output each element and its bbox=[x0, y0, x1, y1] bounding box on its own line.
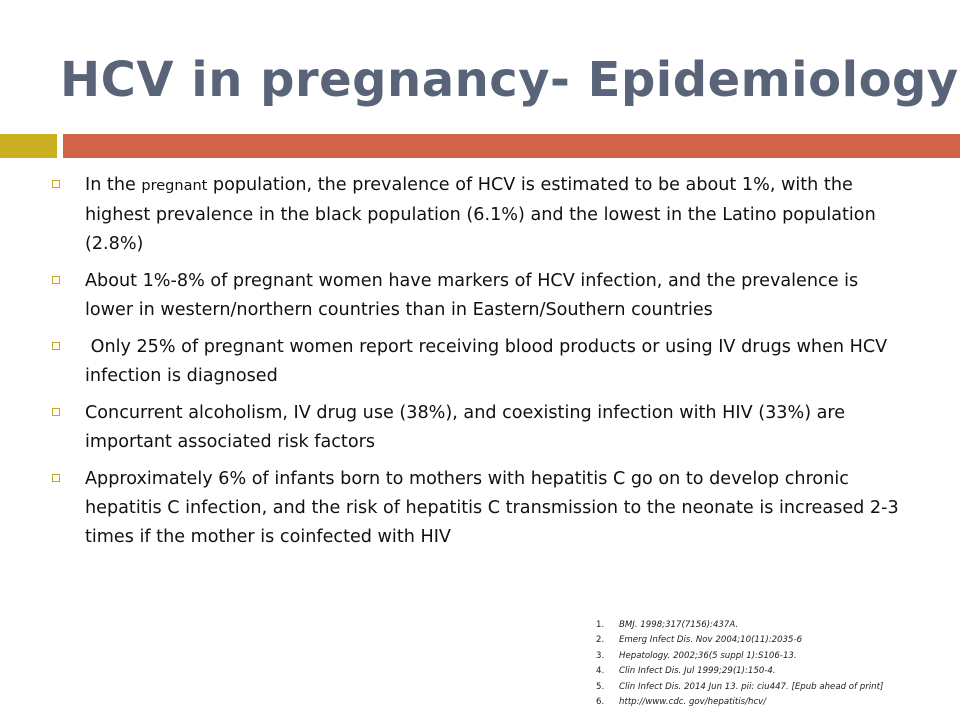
slide-title: HCV in pregnancy- Epidemiology bbox=[60, 52, 959, 108]
reference-item bbox=[596, 664, 956, 679]
reference-text: Hepatology. 2002;36(5 suppl 1):S106-13. bbox=[619, 650, 797, 661]
bullet-item bbox=[52, 171, 902, 259]
reference-number: 1. bbox=[596, 620, 605, 630]
bullet-text-prefix: In the bbox=[85, 175, 142, 195]
bullet-list bbox=[52, 171, 902, 560]
references-list bbox=[596, 618, 956, 710]
bullet-text-rest: population, the prevalence of HCV is estimated to be about 1%, with the highest prevalence in the black population (6.1%) and the lowest in the Latino population (2.8%) bbox=[85, 175, 876, 254]
square-bullet-icon bbox=[52, 408, 60, 416]
bullet-item bbox=[52, 333, 902, 391]
bullet-text: Only 25% of pregnant women report receiving blood products or using IV drugs when HCV infection is diagnosed bbox=[85, 337, 893, 386]
reference-item bbox=[596, 680, 956, 695]
reference-item bbox=[596, 695, 956, 710]
bullet-text: Concurrent alcoholism, IV drug use (38%), and coexisting infection with HIV (33%) are important associated risk factors bbox=[85, 403, 846, 452]
bullet-item bbox=[52, 267, 902, 325]
reference-text: Clin Infect Dis. Jul 1999;29(1):150-4. bbox=[619, 666, 776, 677]
bullet-item bbox=[52, 465, 902, 552]
reference-number: 6. bbox=[596, 696, 605, 707]
bullet-text: Approximately 6% of infants born to mothers with hepatitis C go on to develop chronic hepatitis C infection, and the risk of hepatitis C transmission to the neonate is increased 2-3 times if the mother is coinfected with HIV bbox=[85, 469, 899, 547]
square-bullet-icon bbox=[52, 342, 60, 350]
accent-bar-yellow bbox=[0, 134, 57, 158]
square-bullet-icon bbox=[52, 180, 60, 188]
reference-number: 5. bbox=[596, 681, 605, 692]
reference-item bbox=[596, 649, 956, 664]
square-bullet-icon bbox=[52, 474, 60, 482]
reference-number: 2. bbox=[596, 635, 605, 646]
reference-item bbox=[596, 633, 956, 648]
reference-text: BMJ. 1998;317(7156):437A. bbox=[619, 620, 739, 630]
reference-text: Clin Infect Dis. 2014 Jun 13. pii: ciu447. [Epub ahead of print] bbox=[619, 681, 884, 692]
reference-number: 4. bbox=[596, 666, 605, 677]
square-bullet-icon bbox=[52, 276, 60, 284]
bullet-item bbox=[52, 399, 902, 457]
accent-bar-orange bbox=[63, 134, 960, 158]
reference-item bbox=[596, 618, 956, 633]
reference-link[interactable]: http://www.cdc. gov/hepatitis/hcv/ bbox=[619, 696, 767, 707]
bullet-text: About 1%-8% of pregnant women have markers of HCV infection, and the prevalence is lower in western/northern countries than in Eastern/Southern countries bbox=[85, 271, 859, 320]
bullet-text-small: pregnant bbox=[141, 178, 208, 194]
reference-number: 3. bbox=[596, 650, 605, 661]
reference-text: Emerg Infect Dis. Nov 2004;10(11):2035-6 bbox=[619, 635, 803, 646]
